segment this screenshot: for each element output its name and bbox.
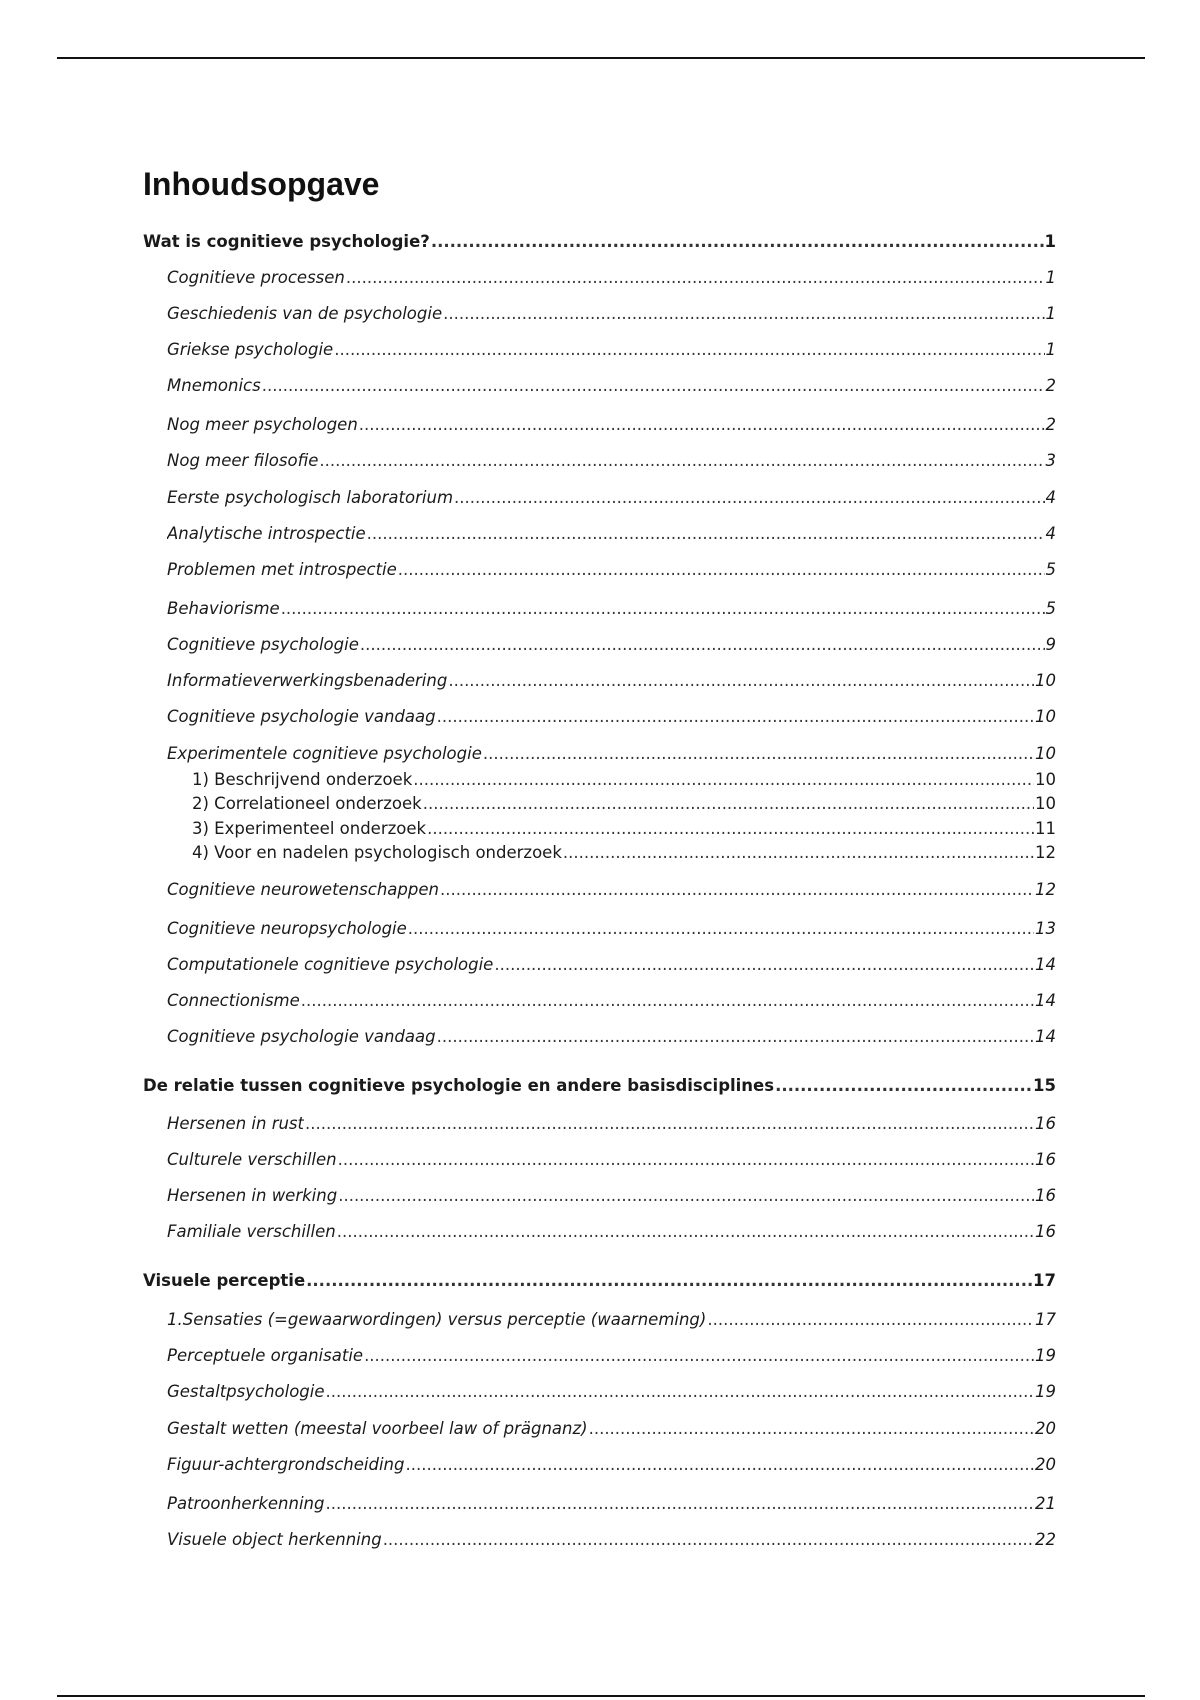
toc-entry[interactable] xyxy=(167,267,1056,289)
toc-entry[interactable] xyxy=(192,818,1056,840)
dot-leader xyxy=(281,598,1045,620)
toc-entry[interactable] xyxy=(167,1345,1056,1367)
toc-entry-label: Hersenen in werking xyxy=(167,1186,338,1205)
toc-entry-page-number: 14 xyxy=(1035,955,1056,974)
dot-leader xyxy=(364,1345,1034,1367)
toc-entry-label: Hersenen in rust xyxy=(167,1114,304,1133)
toc-entry-page-number: 19 xyxy=(1035,1382,1056,1401)
dot-leader xyxy=(306,1270,1032,1292)
dot-leader xyxy=(359,414,1045,436)
toc-entry-label: Analytische introspectie xyxy=(167,524,366,543)
dot-leader xyxy=(494,954,1034,976)
toc-entry-label: Wat is cognitieve psychologie? xyxy=(143,232,430,251)
toc-entry[interactable] xyxy=(167,1185,1056,1207)
toc-entry-page-number: 11 xyxy=(1035,819,1056,838)
toc-entry[interactable] xyxy=(167,1149,1056,1171)
toc-entry-label: Connectionisme xyxy=(167,991,300,1010)
toc-entry-page-number: 4 xyxy=(1045,488,1056,507)
dot-leader xyxy=(334,339,1044,361)
toc-entry[interactable] xyxy=(167,1309,1056,1331)
dot-leader xyxy=(589,1418,1034,1440)
toc-entry-label: 1.Sensaties (=gewaarwordingen) versus perceptie (waarneming) xyxy=(167,1310,707,1329)
toc-entry-label: Eerste psychologisch laboratorium xyxy=(167,488,454,507)
toc-entry-label: Experimentele cognitieve psychologie xyxy=(167,744,482,763)
dot-leader xyxy=(775,1075,1032,1097)
toc-entry-label: Visuele perceptie xyxy=(143,1271,306,1290)
dot-leader xyxy=(483,743,1034,765)
toc-entry[interactable] xyxy=(167,879,1056,901)
toc-entry[interactable] xyxy=(167,523,1056,545)
toc-entry-label: De relatie tussen cognitieve psychologie en andere basisdisciplines xyxy=(143,1076,775,1095)
toc-entry-page-number: 20 xyxy=(1035,1419,1056,1438)
dot-leader xyxy=(454,487,1044,509)
toc-entry-page-number: 1 xyxy=(1045,340,1056,359)
dot-leader xyxy=(338,1185,1034,1207)
toc-entry-page-number: 15 xyxy=(1033,1076,1056,1095)
dot-leader xyxy=(408,918,1034,940)
toc-entry[interactable] xyxy=(167,706,1056,728)
dot-leader xyxy=(367,523,1045,545)
dot-leader xyxy=(413,769,1034,791)
toc-entry-page-number: 4 xyxy=(1045,524,1056,543)
toc-entry[interactable] xyxy=(192,793,1056,815)
toc-entry-page-number: 9 xyxy=(1045,635,1056,654)
toc-entry[interactable] xyxy=(167,743,1056,765)
toc-entry-label: Cognitieve neuropsychologie xyxy=(167,919,407,938)
toc-entry-page-number: 16 xyxy=(1035,1186,1056,1205)
toc-entry[interactable] xyxy=(143,231,1056,253)
dot-leader xyxy=(427,818,1034,840)
toc-entry-page-number: 5 xyxy=(1045,599,1056,618)
dot-leader xyxy=(301,990,1034,1012)
toc-entry-label: 1) Beschrijvend onderzoek xyxy=(192,770,413,789)
toc-entry-label: 4) Voor en nadelen psychologisch onderzoek xyxy=(192,843,562,862)
toc-entry[interactable] xyxy=(192,842,1056,864)
toc-entry-label: Griekse psychologie xyxy=(167,340,334,359)
toc-entry[interactable] xyxy=(143,1075,1056,1097)
dot-leader xyxy=(262,375,1045,397)
toc-entry-label: Cognitieve processen xyxy=(167,268,345,287)
dot-leader xyxy=(443,303,1044,325)
toc-entry[interactable] xyxy=(167,1454,1056,1476)
toc-entry-page-number: 17 xyxy=(1035,1310,1056,1329)
dot-leader xyxy=(448,670,1034,692)
toc-entry-label: Figuur-achtergrondscheiding xyxy=(167,1455,405,1474)
toc-entry-label: Cognitieve neurowetenschappen xyxy=(167,880,439,899)
page-title: Inhoudsopgave xyxy=(143,166,380,202)
dot-leader xyxy=(440,879,1034,901)
toc-entry-page-number: 10 xyxy=(1035,744,1056,763)
toc-entry-label: Computationele cognitieve psychologie xyxy=(167,955,494,974)
toc-entry-label: 3) Experimenteel onderzoek xyxy=(192,819,427,838)
toc-entry-label: Culturele verschillen xyxy=(167,1150,337,1169)
toc-entry-label: Informatieverwerkingsbenadering xyxy=(167,671,448,690)
toc-entry-page-number: 12 xyxy=(1035,880,1056,899)
dot-leader xyxy=(398,559,1045,581)
toc-entry-page-number: 20 xyxy=(1035,1455,1056,1474)
toc-entry[interactable] xyxy=(167,918,1056,940)
toc-entry-label: Perceptuele organisatie xyxy=(167,1346,364,1365)
toc-entry[interactable] xyxy=(167,1418,1056,1440)
toc-entry-page-number: 16 xyxy=(1035,1114,1056,1133)
toc-entry-page-number: 14 xyxy=(1035,1027,1056,1046)
toc-entry[interactable] xyxy=(167,414,1056,436)
toc-entry-page-number: 10 xyxy=(1035,707,1056,726)
toc-entry-label: Patroonherkenning xyxy=(167,1494,325,1513)
dot-leader xyxy=(423,793,1034,815)
toc-entry[interactable] xyxy=(167,1381,1056,1403)
footer-rule xyxy=(57,1695,1145,1697)
toc-entry-page-number: 3 xyxy=(1045,451,1056,470)
dot-leader xyxy=(305,1113,1034,1135)
toc-entry-page-number: 22 xyxy=(1035,1530,1056,1549)
toc-entry[interactable] xyxy=(167,1529,1056,1551)
toc-entry-label: Visuele object herkenning xyxy=(167,1530,382,1549)
toc-entry[interactable] xyxy=(167,598,1056,620)
toc-entry[interactable] xyxy=(167,487,1056,509)
toc-entry-label: Cognitieve psychologie vandaag xyxy=(167,707,436,726)
toc-entry-label: Cognitieve psychologie xyxy=(167,635,359,654)
toc-entry-page-number: 14 xyxy=(1035,991,1056,1010)
toc-entry-page-number: 5 xyxy=(1045,560,1056,579)
toc-entry[interactable] xyxy=(167,339,1056,361)
dot-leader xyxy=(360,634,1045,656)
toc-entry-page-number: 10 xyxy=(1035,671,1056,690)
toc-entry-label: Nog meer filosofie xyxy=(167,451,319,470)
dot-leader xyxy=(431,231,1044,253)
toc-entry-label: Cognitieve psychologie vandaag xyxy=(167,1027,436,1046)
toc-entry[interactable] xyxy=(167,670,1056,692)
toc-entry-label: Nog meer psychologen xyxy=(167,415,358,434)
toc-entry-page-number: 12 xyxy=(1035,843,1056,862)
toc-entry-page-number: 1 xyxy=(1045,268,1056,287)
toc-entry-label: Mnemonics xyxy=(167,376,261,395)
toc-entry[interactable] xyxy=(167,1113,1056,1135)
toc-entry-label: Gestalt wetten (meestal voorbeel law of prägnanz) xyxy=(167,1419,588,1438)
toc-entry[interactable] xyxy=(167,954,1056,976)
toc-entry[interactable] xyxy=(167,559,1056,581)
toc-entry-page-number: 2 xyxy=(1045,376,1056,395)
toc-entry-page-number: 10 xyxy=(1035,794,1056,813)
dot-leader xyxy=(405,1454,1034,1476)
dot-leader xyxy=(319,450,1044,472)
toc-entry-label: Geschiedenis van de psychologie xyxy=(167,304,443,323)
toc-entry-page-number: 16 xyxy=(1035,1222,1056,1241)
dot-leader xyxy=(563,842,1034,864)
dot-leader xyxy=(437,1026,1034,1048)
toc-entry[interactable] xyxy=(192,769,1056,791)
toc-entry-page-number: 2 xyxy=(1045,415,1056,434)
toc-entry-label: Familiale verschillen xyxy=(167,1222,336,1241)
dot-leader xyxy=(707,1309,1034,1331)
toc-entry[interactable] xyxy=(167,303,1056,325)
toc-entry-page-number: 21 xyxy=(1035,1494,1056,1513)
dot-leader xyxy=(346,267,1045,289)
dot-leader xyxy=(383,1529,1034,1551)
toc-entry[interactable] xyxy=(167,990,1056,1012)
toc-entry-page-number: 16 xyxy=(1035,1150,1056,1169)
toc-entry[interactable] xyxy=(167,1221,1056,1243)
toc-entry-page-number: 1 xyxy=(1044,232,1056,251)
toc-entry-page-number: 19 xyxy=(1035,1346,1056,1365)
toc-entry-label: 2) Correlationeel onderzoek xyxy=(192,794,422,813)
toc-entry[interactable] xyxy=(143,1270,1056,1292)
dot-leader xyxy=(326,1381,1034,1403)
toc-entry-label: Behaviorisme xyxy=(167,599,280,618)
toc-entry-label: Gestaltpsychologie xyxy=(167,1382,325,1401)
toc-entry-page-number: 10 xyxy=(1035,770,1056,789)
dot-leader xyxy=(326,1493,1035,1515)
dot-leader xyxy=(337,1221,1034,1243)
toc-entry[interactable] xyxy=(167,450,1056,472)
dot-leader xyxy=(437,706,1034,728)
toc-entry[interactable] xyxy=(167,1026,1056,1048)
toc-entry-page-number: 1 xyxy=(1045,304,1056,323)
toc-entry-label: Problemen met introspectie xyxy=(167,560,397,579)
toc-entry-page-number: 13 xyxy=(1035,919,1056,938)
dot-leader xyxy=(338,1149,1034,1171)
toc-entry[interactable] xyxy=(167,634,1056,656)
toc-entry[interactable] xyxy=(167,1493,1056,1515)
toc-entry[interactable] xyxy=(167,375,1056,397)
toc-entry-page-number: 17 xyxy=(1033,1271,1056,1290)
